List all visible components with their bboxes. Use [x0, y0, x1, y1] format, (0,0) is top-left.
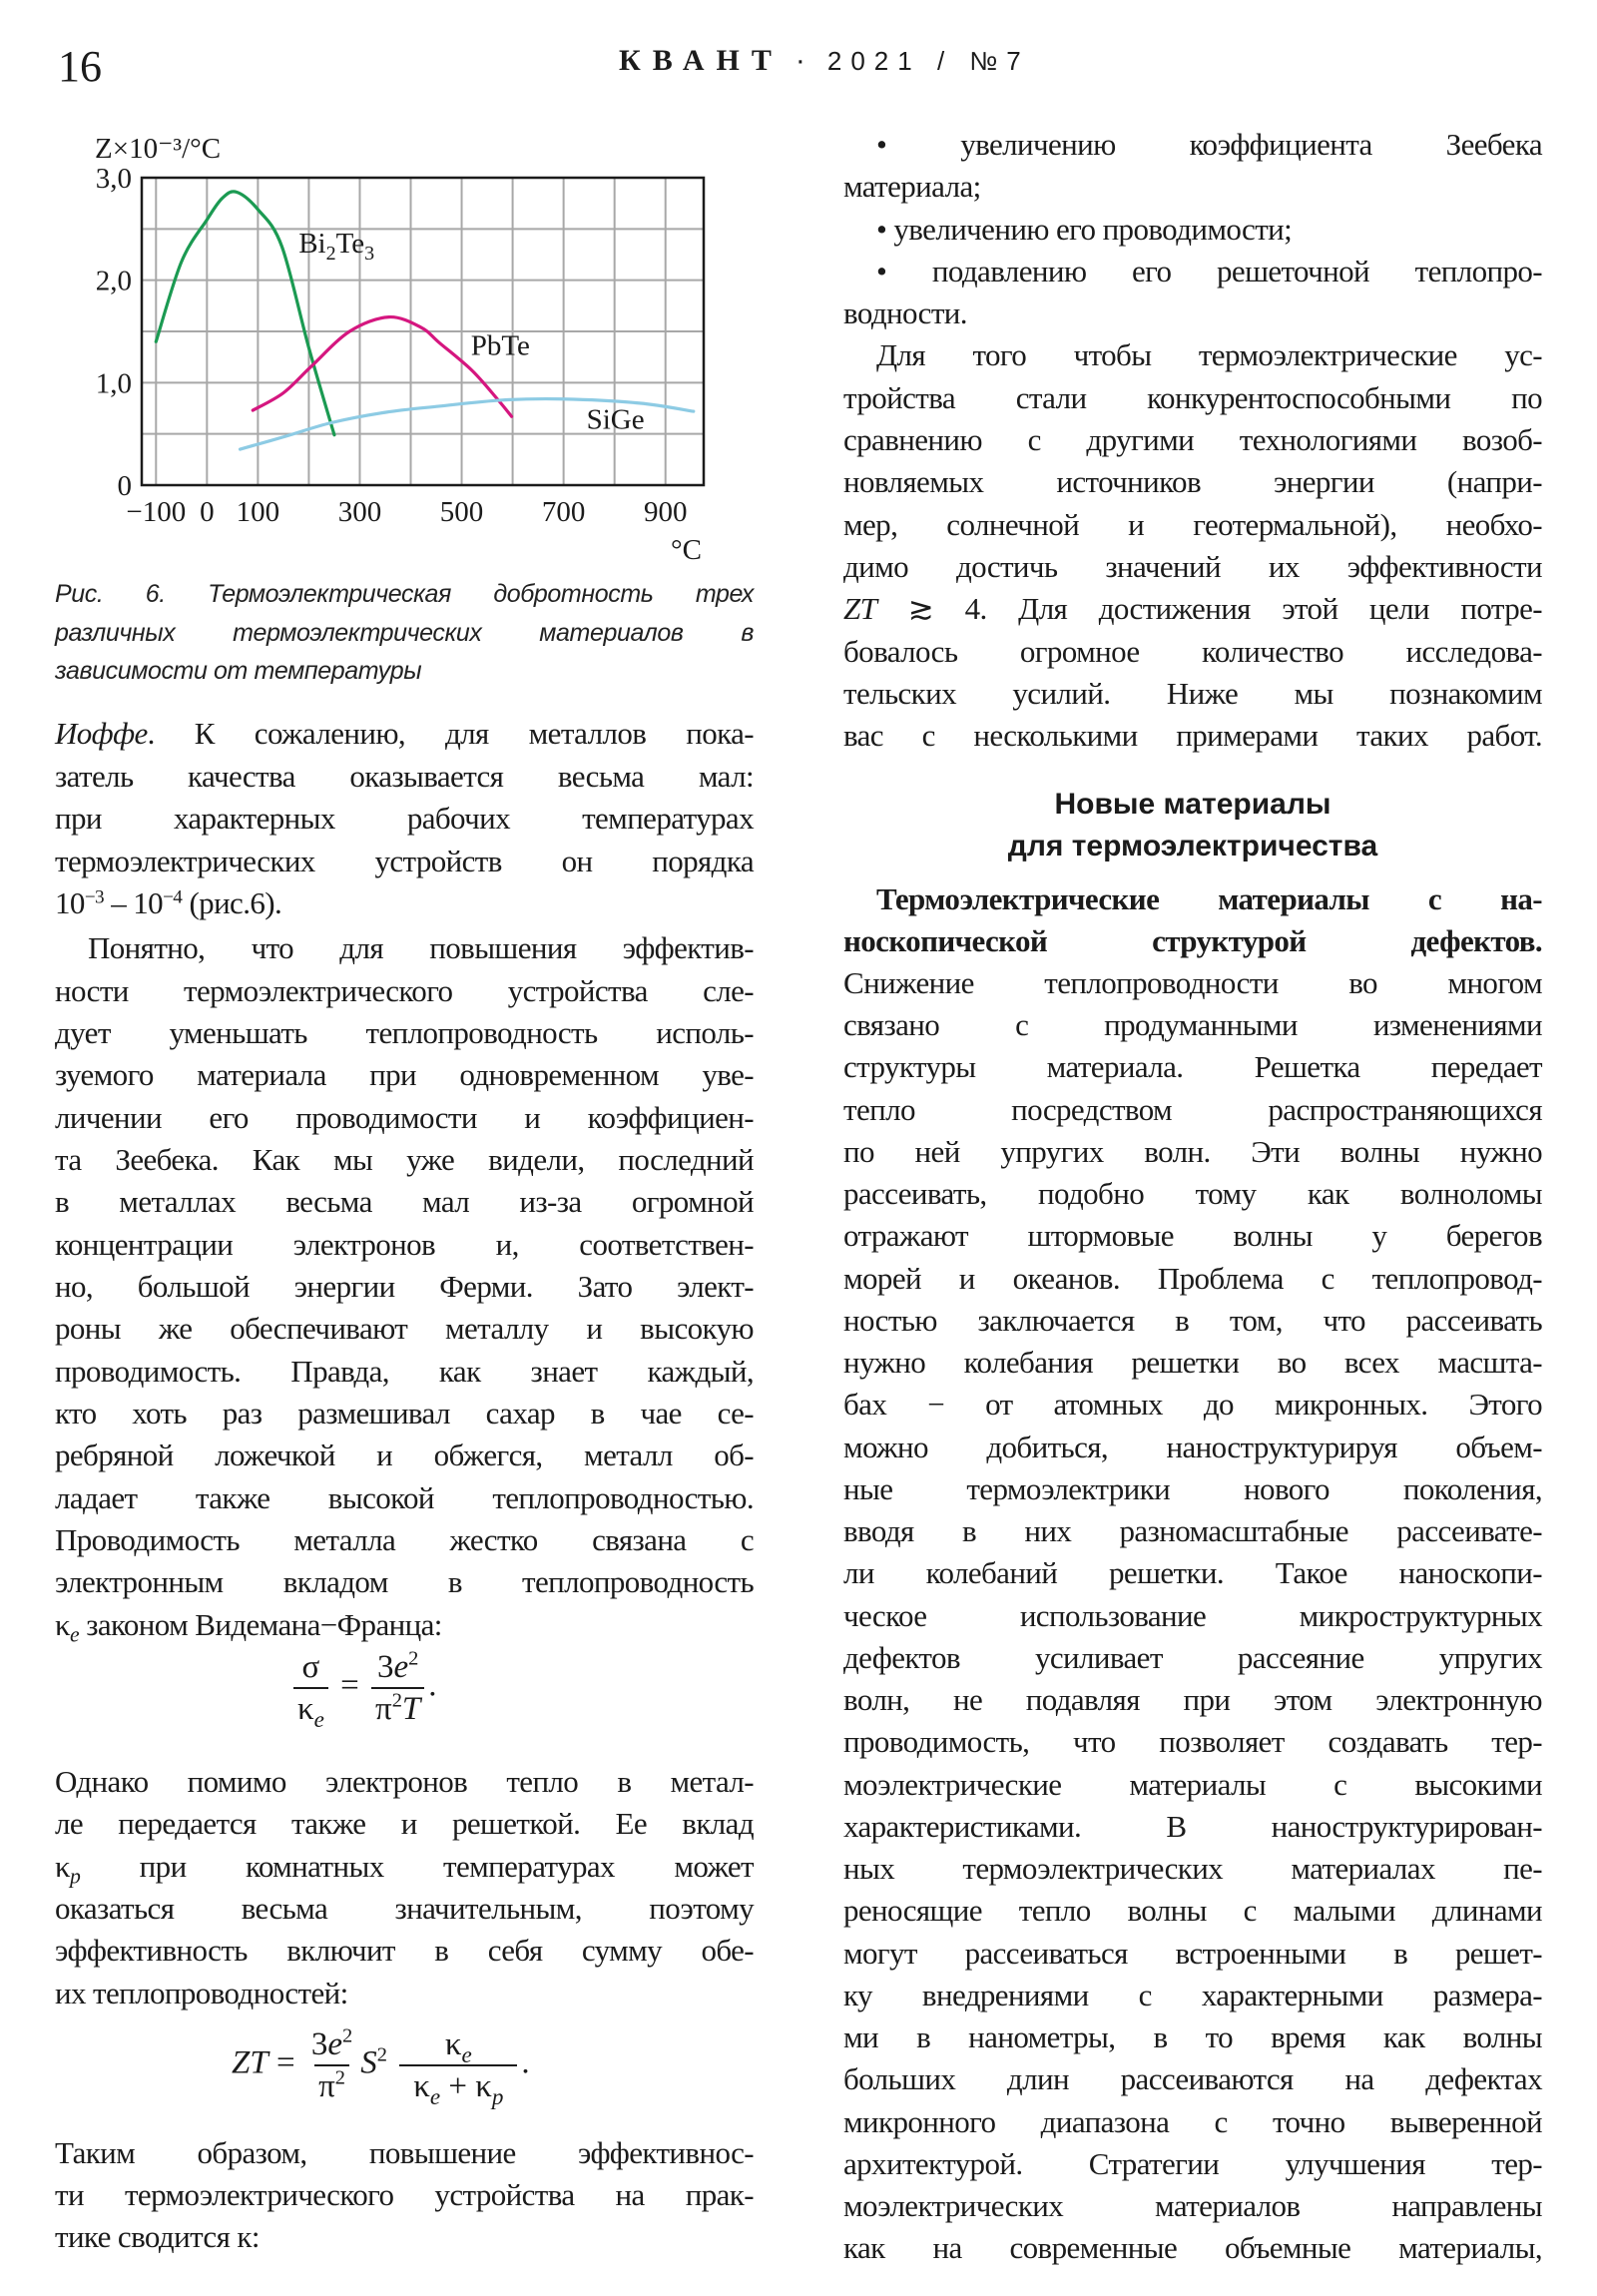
text-line: [55, 1139, 754, 1181]
text-line: [843, 1427, 1542, 1468]
text-line: [55, 2132, 754, 2174]
text-line: [843, 962, 1542, 1004]
text: Проводимость металла жестко связана с: [55, 1522, 754, 1557]
text: • увеличению коэффициента Зеебека: [876, 127, 1542, 162]
text: оказаться весьма значительным, поэтому: [55, 1891, 754, 1926]
caption-line: Рис. 6. Термоэлектрическая добротность трех: [55, 580, 754, 608]
text: но, большой энергии Ферми. Зато элект-: [55, 1269, 754, 1304]
text: личении его проводимости и коэффициен-: [55, 1100, 754, 1135]
text: тройства стали конкурентоспособными по: [843, 380, 1542, 415]
kappa-symbol: κ: [444, 2026, 462, 2062]
text-line: [843, 1384, 1542, 1426]
text: Для того чтобы термоэлектрические ус-: [876, 337, 1542, 372]
superscript: 2: [376, 2043, 387, 2066]
text-line: [843, 673, 1542, 715]
text: Снижение теплопроводности во многом: [843, 965, 1542, 1000]
text: ных термоэлектрических материалах пе-: [843, 1851, 1542, 1886]
text-line: [55, 970, 754, 1012]
text: бовалось огромное количество исследова-: [843, 634, 1542, 669]
label-text: Bi: [298, 227, 326, 260]
y-tick-label: 0: [117, 470, 132, 502]
text-line: [55, 713, 754, 755]
italic-text: ZT: [843, 591, 877, 626]
text: законом Видемана−Франца:: [79, 1607, 442, 1642]
text-line: [843, 1089, 1542, 1131]
numerator: [373, 1649, 422, 1687]
lhs: ZT: [232, 2044, 268, 2081]
text-line: [55, 1435, 754, 1476]
numerator: [441, 2026, 476, 2068]
text: ребряной ложечкой и обжегся, металл об-: [55, 1437, 754, 1472]
text: структуры материала. Решетка передает: [843, 1049, 1542, 1084]
plus-sign: +: [440, 2068, 476, 2104]
x-axis-title: °C: [671, 534, 702, 566]
kappa-symbol: κ: [297, 1691, 314, 1727]
text-line: [843, 1004, 1542, 1046]
text: в металлах весьма мал из-за огромной: [55, 1184, 754, 1219]
text-line: [843, 2016, 1542, 2058]
text-line: [843, 2058, 1542, 2100]
denominator: [399, 2064, 517, 2110]
text: та Зеебека. Как мы уже видели, последний: [55, 1142, 754, 1177]
text: рассеивать, подобно тому как волноломы: [843, 1176, 1542, 1211]
text-line: [55, 1519, 754, 1561]
text-line: [843, 1300, 1542, 1342]
text: ные термоэлектрики нового поколения,: [843, 1471, 1542, 1506]
text-line: [843, 1468, 1542, 1510]
text: реносящие тепло волны с малыми длинами: [843, 1893, 1542, 1928]
text-line: [843, 1933, 1542, 1975]
coefficient: 3: [310, 2026, 328, 2062]
superscript: 2: [334, 2066, 345, 2089]
y-axis-title: Z×10⁻³/°C: [95, 133, 222, 165]
text-line: [843, 1173, 1542, 1215]
superscript: 2: [342, 2024, 353, 2047]
text: • увеличению его проводимости;: [876, 212, 1293, 247]
issue-number: 2021 / №7: [826, 45, 1030, 76]
caption-line: различных термоэлектрических материалов в: [55, 618, 754, 647]
text: зуемого материала при одновременном уве-: [55, 1057, 754, 1092]
text: микронного диапазона с точно выверенной: [843, 2104, 1542, 2139]
y-tick-label: 2,0: [95, 265, 132, 297]
text: проводимость, что позволяет создавать тер-: [843, 1724, 1542, 1759]
text-line: [843, 124, 1542, 166]
label-text: Te: [335, 227, 365, 260]
text: сравнению с другими технологиями возоб-: [843, 422, 1542, 457]
wiedemann-franz-formula: [289, 1647, 437, 1733]
journal-name: КВАНТ: [619, 44, 784, 77]
text-line: [843, 715, 1542, 757]
text: проводимость. Правда, как знает каждый,: [55, 1354, 754, 1389]
text: ти термоэлектрического устройства на прак-: [55, 2177, 754, 2212]
superscript: 2: [391, 1689, 402, 1712]
text-line: [55, 1846, 754, 1888]
fraction-3e2-over-pi2T: [371, 1649, 424, 1727]
subscript: e: [313, 1706, 324, 1733]
text: ладает также высокой теплопроводностью.: [55, 1480, 754, 1515]
label-text: PbTe: [470, 329, 530, 362]
equals-sign: =: [275, 2044, 295, 2081]
text: ку внедрениями с характерными размера-: [843, 1978, 1542, 2012]
section-heading-line: [843, 784, 1542, 826]
text: вас с несколькими примерами таких работ.: [843, 718, 1542, 753]
coefficient: 3: [376, 1649, 394, 1685]
subscript: e: [429, 2083, 441, 2110]
text-line: [843, 1721, 1542, 1763]
text-line: [843, 1595, 1542, 1637]
text-line: [55, 1266, 754, 1308]
header-separator: ·: [795, 44, 805, 77]
text: дует уменьшать теплопроводность исполь-: [55, 1015, 754, 1050]
subscript: p: [70, 1864, 81, 1889]
text-line: [843, 166, 1542, 208]
text-line: [843, 2185, 1542, 2227]
text: • подавлению его решеточной теплопро-: [876, 254, 1542, 288]
text-line: [55, 1888, 754, 1930]
subscript: p: [491, 2083, 504, 2110]
subscript: e: [461, 2041, 472, 2068]
x-tick-label: 700: [541, 496, 586, 528]
page-number: 16: [58, 42, 102, 91]
text-line: [843, 1848, 1542, 1890]
text: носкопической структурой дефектов.: [843, 923, 1542, 958]
text: морей и океанов. Проблема с теплопровод-: [843, 1261, 1542, 1296]
text: бах − от атомных до микронных. Этого: [843, 1387, 1542, 1422]
italic-text: Иоффе: [55, 716, 148, 751]
text: κ: [55, 1607, 71, 1642]
text: нужно колебания решетки во всех масшта-: [843, 1345, 1542, 1380]
text-line: [843, 588, 1542, 630]
text: моэлектрические материалы с высокими: [843, 1767, 1542, 1802]
text-line: [843, 1258, 1542, 1300]
text-line: [843, 1215, 1542, 1257]
text-line: [843, 1510, 1542, 1552]
text-line: [55, 2174, 754, 2216]
text-line: [843, 1764, 1542, 1806]
text-line: [843, 1046, 1542, 1088]
text-line: [55, 1351, 754, 1393]
x-tick-label: 300: [337, 496, 382, 528]
text: κ: [55, 1849, 71, 1884]
text: кто хоть раз размешивал сахар в чае се-: [55, 1396, 754, 1431]
text: 10: [55, 885, 85, 920]
text-line: [843, 631, 1542, 673]
text: характеристиками. В наноструктурирован-: [843, 1809, 1542, 1844]
text-line: [843, 1342, 1542, 1384]
text: Новые материалы: [1054, 788, 1331, 821]
denominator: [293, 1687, 328, 1733]
variable: T: [401, 1691, 421, 1727]
caption-line: зависимости от температуры: [55, 657, 422, 685]
text-line: [55, 1054, 754, 1096]
text-line: [55, 1224, 754, 1266]
superscript: −3: [84, 886, 105, 908]
run-in-heading-line: [843, 878, 1542, 920]
seebeck-S: S: [360, 2044, 377, 2081]
text-line: [55, 1012, 754, 1054]
text-line: [843, 1679, 1542, 1721]
text: (рис.6).: [182, 885, 282, 920]
text: ≳ 4. Для достижения этой цели потре-: [876, 591, 1542, 626]
text-line: [55, 2216, 754, 2258]
text: при характерных рабочих температурах: [55, 801, 754, 836]
numerator: [307, 2026, 356, 2064]
label-subscript: 2: [325, 242, 336, 265]
equals-sign: =: [340, 1667, 359, 1704]
text-line: [843, 334, 1542, 376]
label-subscript: 3: [364, 242, 375, 265]
text-line: [843, 1975, 1542, 2016]
variable: e: [327, 2026, 342, 2062]
text: ле передается также и решеткой. Ее вклад: [55, 1806, 754, 1841]
superscript: 2: [408, 1647, 419, 1670]
text: больших длин рассеиваются на дефектах: [843, 2061, 1542, 2096]
pi-symbol: π: [318, 2068, 335, 2104]
numerator: σ: [301, 1649, 320, 1685]
text: моэлектрических материалов направлены: [843, 2188, 1542, 2223]
text-line: [843, 1131, 1542, 1173]
subscript: e: [70, 1622, 80, 1647]
text: по ней упругих волн. Эти волны нужно: [843, 1134, 1542, 1169]
text-line: [55, 1803, 754, 1845]
text-line: [843, 2143, 1542, 2185]
text: ностью заключается в том, что рассеивать: [843, 1303, 1542, 1338]
text: электронным вкладом в теплопроводность: [55, 1564, 754, 1599]
text: концентрации электронов и, соответствен-: [55, 1227, 754, 1262]
text: материала;: [843, 169, 981, 204]
text: как на современные объемные материалы,: [843, 2230, 1542, 2265]
text: ли колебаний решетки. Такое наноскопи-: [843, 1555, 1542, 1590]
y-tick-label: 1,0: [95, 367, 132, 400]
text: можно добиться, наноструктурируя объем-: [843, 1430, 1542, 1464]
text: водности.: [843, 295, 967, 330]
text-line: [55, 1308, 754, 1350]
text-line: [55, 1393, 754, 1435]
text: архитектурой. Стратегии улучшения тер-: [843, 2146, 1542, 2181]
text-line: [843, 2227, 1542, 2269]
text: новляемых источников энергии (напри-: [843, 464, 1542, 499]
text: ности термоэлектрического устройства сле-: [55, 973, 754, 1008]
text-line: [843, 377, 1542, 419]
text: тике сводится к:: [55, 2219, 260, 2254]
text-line: [55, 1561, 754, 1603]
text-line: [843, 209, 1542, 251]
text: термоэлектрических устройств он порядка: [55, 844, 754, 878]
text: Термоэлектрические материалы с на-: [876, 881, 1542, 916]
text: Таким образом, повышение эффективнос-: [55, 2135, 754, 2170]
text: тельских усилий. Ниже мы познакомим: [843, 676, 1542, 711]
text-line: [55, 841, 754, 882]
text: могут рассеиваться встроенными в решет-: [843, 1936, 1542, 1971]
text: – 10: [104, 885, 164, 920]
denominator: [314, 2064, 349, 2104]
text: связано с продуманными изменениями: [843, 1007, 1542, 1042]
left-column: [55, 0, 754, 2296]
kappa-symbol: κ: [475, 2068, 492, 2104]
variable: e: [393, 1649, 409, 1685]
text-line: [55, 1761, 754, 1803]
pi-symbol: π: [375, 1691, 392, 1727]
text-line: [55, 798, 754, 840]
text: димо достичь значений их эффективности: [843, 549, 1542, 584]
superscript: −4: [163, 886, 183, 908]
text: затель качества оказывается весьма мал:: [55, 759, 754, 794]
text: ми в нанометры, в то время как волны: [843, 2019, 1542, 2054]
text-line: [843, 1552, 1542, 1594]
text: отражают штормовые волны у берегов: [843, 1218, 1542, 1253]
text-line: [843, 504, 1542, 546]
x-tick-label: −100: [126, 496, 187, 528]
text-line: [55, 927, 754, 969]
text: эффективность включит в себя сумму обе-: [55, 1933, 754, 1968]
text-line: [843, 546, 1542, 588]
text: тепло посредством распространяющихся: [843, 1092, 1542, 1127]
fraction-3e2-over-pi2: [307, 2026, 356, 2104]
text: их теплопроводностей:: [55, 1976, 348, 2010]
text-line: [843, 251, 1542, 292]
text-line: [55, 1181, 754, 1223]
text: вводя в них разномасштабные рассеивате-: [843, 1513, 1542, 1548]
text-line: [55, 882, 754, 924]
text-line: [55, 1477, 754, 1519]
text: ческое использование микроструктурных: [843, 1598, 1542, 1633]
text-line: [843, 1806, 1542, 1848]
x-tick-label: 500: [439, 496, 484, 528]
text-line: [55, 756, 754, 798]
fraction-kappa-ratio: [399, 2026, 517, 2110]
label-text: SiGe: [586, 403, 645, 436]
text-line: [843, 419, 1542, 461]
text-line: [843, 292, 1542, 334]
text: для термоэлектричества: [1007, 830, 1378, 862]
text-line: [843, 2101, 1542, 2143]
text-line: [55, 1604, 754, 1646]
x-tick-label: 100: [236, 496, 280, 528]
text: роны же обеспечивают металлу и высокую: [55, 1311, 754, 1346]
text: Однако помимо электронов тепло в метал-: [55, 1764, 754, 1799]
section-heading-line: [843, 826, 1542, 867]
right-column: [843, 0, 1542, 2296]
zt-formula: [232, 2024, 530, 2110]
period: .: [428, 1667, 437, 1704]
x-tick-label: 900: [643, 496, 688, 528]
text-line: [843, 1637, 1542, 1679]
kappa-symbol: κ: [413, 2068, 430, 2104]
text: волн, не подавляя при этом электронную: [843, 1682, 1542, 1717]
text: мер, солнечной и геотермальной), необхо-: [843, 507, 1542, 542]
text: Понятно, что для повышения эффектив-: [88, 930, 754, 965]
text-line: [843, 461, 1542, 503]
denominator: [371, 1687, 424, 1727]
text: при комнатных температурах может: [80, 1849, 754, 1884]
text-line: [843, 1890, 1542, 1932]
text: дефектов усиливает рассеяние упругих: [843, 1640, 1542, 1675]
y-tick-label: 3,0: [95, 163, 132, 195]
text-line: [55, 1097, 754, 1139]
fraction-sigma-over-kappa: [293, 1649, 328, 1733]
run-in-heading-line: [843, 920, 1542, 962]
text-line: [55, 1973, 754, 2014]
period: .: [521, 2044, 530, 2081]
text-line: [55, 1930, 754, 1972]
text: . К сожалению, для металлов пока-: [147, 716, 754, 751]
x-tick-label: 0: [200, 496, 215, 528]
